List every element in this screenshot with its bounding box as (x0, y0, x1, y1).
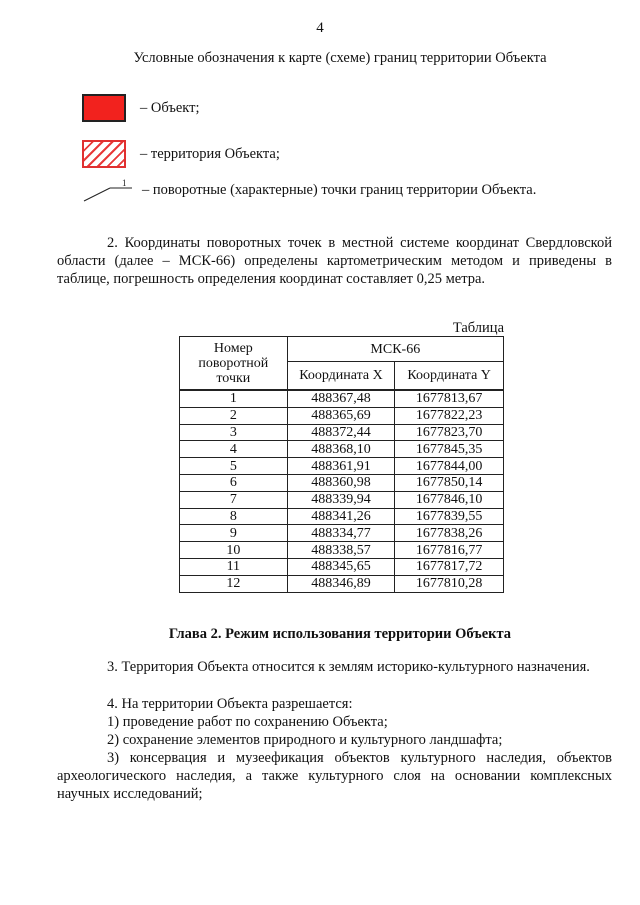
legend-title: Условные обозначения к карте (схеме) границ территории Объекта (133, 50, 547, 66)
cell-point-number: 3 (180, 424, 288, 441)
cell-y: 1677839,55 (395, 508, 504, 525)
cell-point-number: 1 (180, 390, 288, 407)
cell-point-number: 12 (180, 575, 288, 592)
table-row (180, 390, 504, 407)
cell-point-number: 11 (180, 558, 288, 575)
territory-swatch-icon (82, 140, 126, 168)
cell-point-number: 8 (180, 508, 288, 525)
marker-number: 1 (122, 178, 127, 188)
paragraph-4: 4. На территории Объекта разрешается: (107, 696, 353, 712)
legend-item-turning-points (82, 174, 536, 206)
legend-item-label: – Объект; (140, 99, 200, 116)
list-item: 2) сохранение элементов природного и культурного ландшафта; (107, 732, 503, 748)
legend-item-label: – поворотные (характерные) точки границ территории Объекта. (142, 181, 537, 198)
cell-x: 488367,48 (287, 390, 395, 407)
cell-x: 488346,89 (287, 575, 395, 592)
cell-point-number: 4 (180, 441, 288, 458)
cell-point-number: 10 (180, 542, 288, 559)
turning-point-marker-icon (82, 176, 132, 204)
header-system: МСК-66 (287, 337, 503, 362)
cell-y: 1677810,28 (395, 575, 504, 592)
legend-item-territory (82, 138, 280, 170)
cell-y: 1677816,77 (395, 542, 504, 559)
cell-y: 1677845,35 (395, 441, 504, 458)
coordinates-table (179, 336, 504, 593)
legend-item-label: – территория Объекта; (140, 145, 280, 162)
cell-point-number: 2 (180, 407, 288, 424)
cell-x: 488368,10 (287, 441, 395, 458)
cell-point-number: 7 (180, 491, 288, 508)
list-item: 1) проведение работ по сохранению Объекта; (107, 714, 388, 730)
cell-y: 1677822,23 (395, 407, 504, 424)
legend-item-object (82, 92, 200, 124)
page-number: 4 (316, 20, 324, 36)
cell-x: 488372,44 (287, 424, 395, 441)
table-row (180, 424, 504, 441)
table-row (180, 441, 504, 458)
table-row (180, 508, 504, 525)
cell-x: 488360,98 (287, 474, 395, 491)
cell-y: 1677813,67 (395, 390, 504, 407)
object-swatch-icon (82, 94, 126, 122)
cell-y: 1677823,70 (395, 424, 504, 441)
table-row (180, 458, 504, 475)
table-row (180, 474, 504, 491)
paragraph-3: 3. Территория Объекта относится к землям историко-культурного назначения. (107, 659, 590, 675)
list-item: 3) консервация и музеефикация объектов культурного наследия, объектов археологического наследия, а также культурного слоя на основании комплексных научных исследований; (57, 750, 612, 802)
cell-x: 488365,69 (287, 407, 395, 424)
cell-x: 488361,91 (287, 458, 395, 475)
chapter-title: Глава 2. Режим использования территории Объекта (168, 626, 512, 642)
cell-x: 488338,57 (287, 542, 395, 559)
cell-y: 1677844,00 (395, 458, 504, 475)
cell-x: 488339,94 (287, 491, 395, 508)
table-row (180, 407, 504, 424)
cell-x: 488345,65 (287, 558, 395, 575)
cell-y: 1677838,26 (395, 525, 504, 542)
table-row (180, 542, 504, 559)
table-row (180, 491, 504, 508)
table-row (180, 575, 504, 592)
table-row (180, 558, 504, 575)
cell-y: 1677817,72 (395, 558, 504, 575)
header-x: Координата X (287, 362, 395, 391)
cell-y: 1677846,10 (395, 491, 504, 508)
cell-y: 1677850,14 (395, 474, 504, 491)
cell-x: 488341,26 (287, 508, 395, 525)
table-caption: Таблица (452, 320, 504, 336)
header-point-number: Номер поворотной точки (180, 337, 288, 391)
header-y: Координата Y (395, 362, 504, 391)
cell-x: 488334,77 (287, 525, 395, 542)
cell-point-number: 5 (180, 458, 288, 475)
cell-point-number: 6 (180, 474, 288, 491)
table-row (180, 525, 504, 542)
cell-point-number: 9 (180, 525, 288, 542)
paragraph-2: 2. Координаты поворотных точек в местной системе координат Свердловской области (далее – МСК-66) определены картометрическим методом и приведены в таблице, погрешность определения координат составляет 0,25 метра. (57, 235, 612, 287)
